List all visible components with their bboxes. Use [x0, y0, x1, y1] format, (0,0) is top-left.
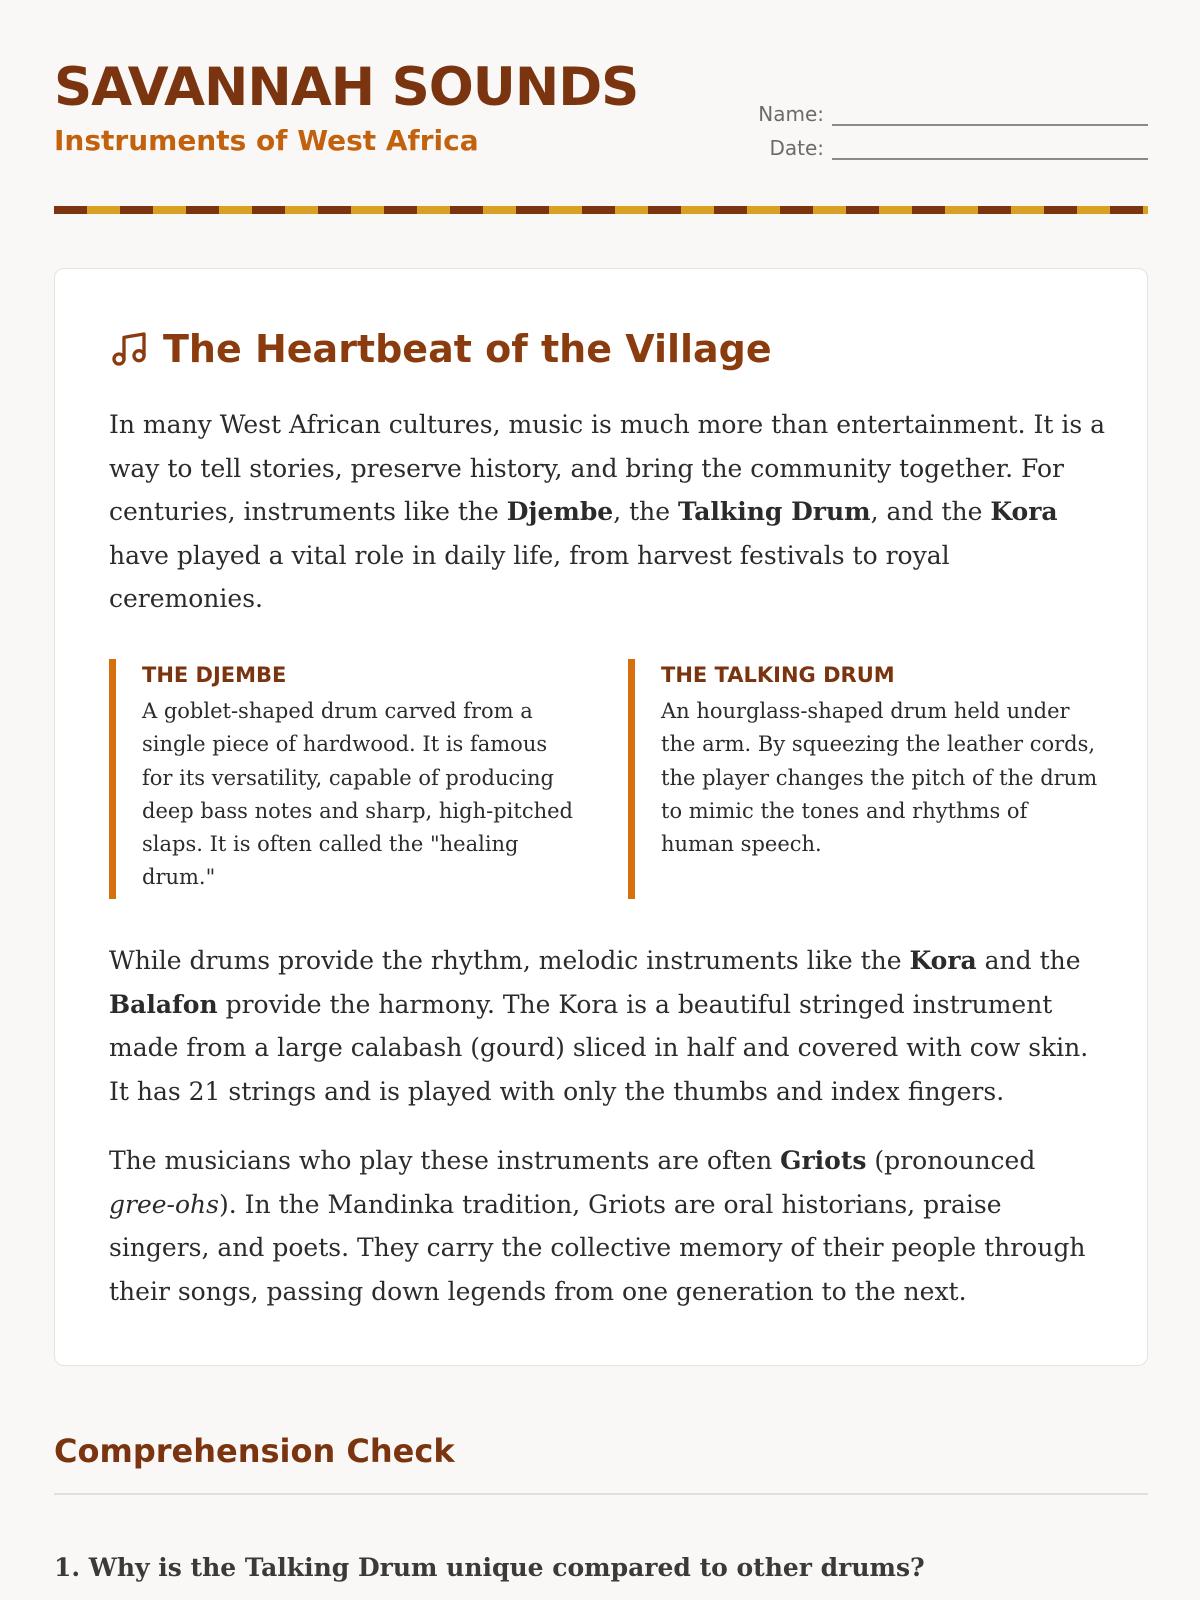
section-divider	[54, 1493, 1148, 1495]
comprehension-check-title: Comprehension Check	[54, 1432, 455, 1470]
name-blank-line[interactable]	[832, 108, 1148, 126]
worksheet-subtitle: Instruments of West Africa	[54, 124, 479, 157]
talking-drum-info-box	[628, 659, 1098, 899]
djembe-box-text: A goblet-shaped drum carved from a single piece of hardwood. It is famous for its versatility, capable of producing deep bass notes and sharp, high-pitched slaps. It is often called the "healing drum."	[142, 699, 573, 890]
music-note-icon	[109, 329, 149, 369]
card-heading	[109, 327, 772, 371]
griots-paragraph: The musicians who play these instruments are often Griots (pronounced gree-ohs). In the Mandinka tradition, Griots are oral historians, praise singers, and poets. They carry the collective memory of their people through their songs, passing down legends from one generation to the next.	[109, 1146, 1086, 1306]
worksheet-header	[54, 56, 1148, 176]
kora-paragraph: While drums provide the rhythm, melodic instruments like the Kora and the Balafon provide the harmony. The Kora is a beautiful stringed instrument made from a large calabash (gourd) sliced in half and covered with cow skin. It has 21 strings and is played with only the thumbs and index fingers.	[109, 946, 1089, 1106]
card-title: The Heartbeat of the Village	[163, 327, 772, 371]
talking-drum-box-text: An hourglass-shaped drum held under the arm. By squeezing the leather cords, the player changes the pitch of the drum to mimic the tones and rhythms of human speech.	[661, 699, 1098, 857]
date-blank-line[interactable]	[832, 142, 1148, 160]
name-field[interactable]	[752, 102, 1148, 126]
decorative-stripe-divider	[54, 206, 1148, 214]
intro-paragraph: In many West African cultures, music is much more than entertainment. It is a way to tell stories, preserve history, and bring the community together. For centuries, instruments like the Djembe, the Talking Drum, and the Kora have played a vital role in daily life, from harvest festivals to royal ceremonies.	[109, 410, 1106, 613]
date-label: Date:	[769, 136, 824, 160]
djembe-box-title: THE DJEMBE	[142, 663, 287, 687]
question-item: 1. Why is the Talking Drum unique compared to other drums?	[54, 1553, 925, 1582]
djembe-info-box	[109, 659, 579, 899]
reading-card	[54, 268, 1148, 1366]
worksheet-title: SAVANNAH SOUNDS	[54, 57, 639, 118]
name-label: Name:	[758, 102, 824, 126]
talking-drum-box-title: THE TALKING DRUM	[661, 663, 895, 687]
date-field[interactable]	[752, 136, 1148, 160]
